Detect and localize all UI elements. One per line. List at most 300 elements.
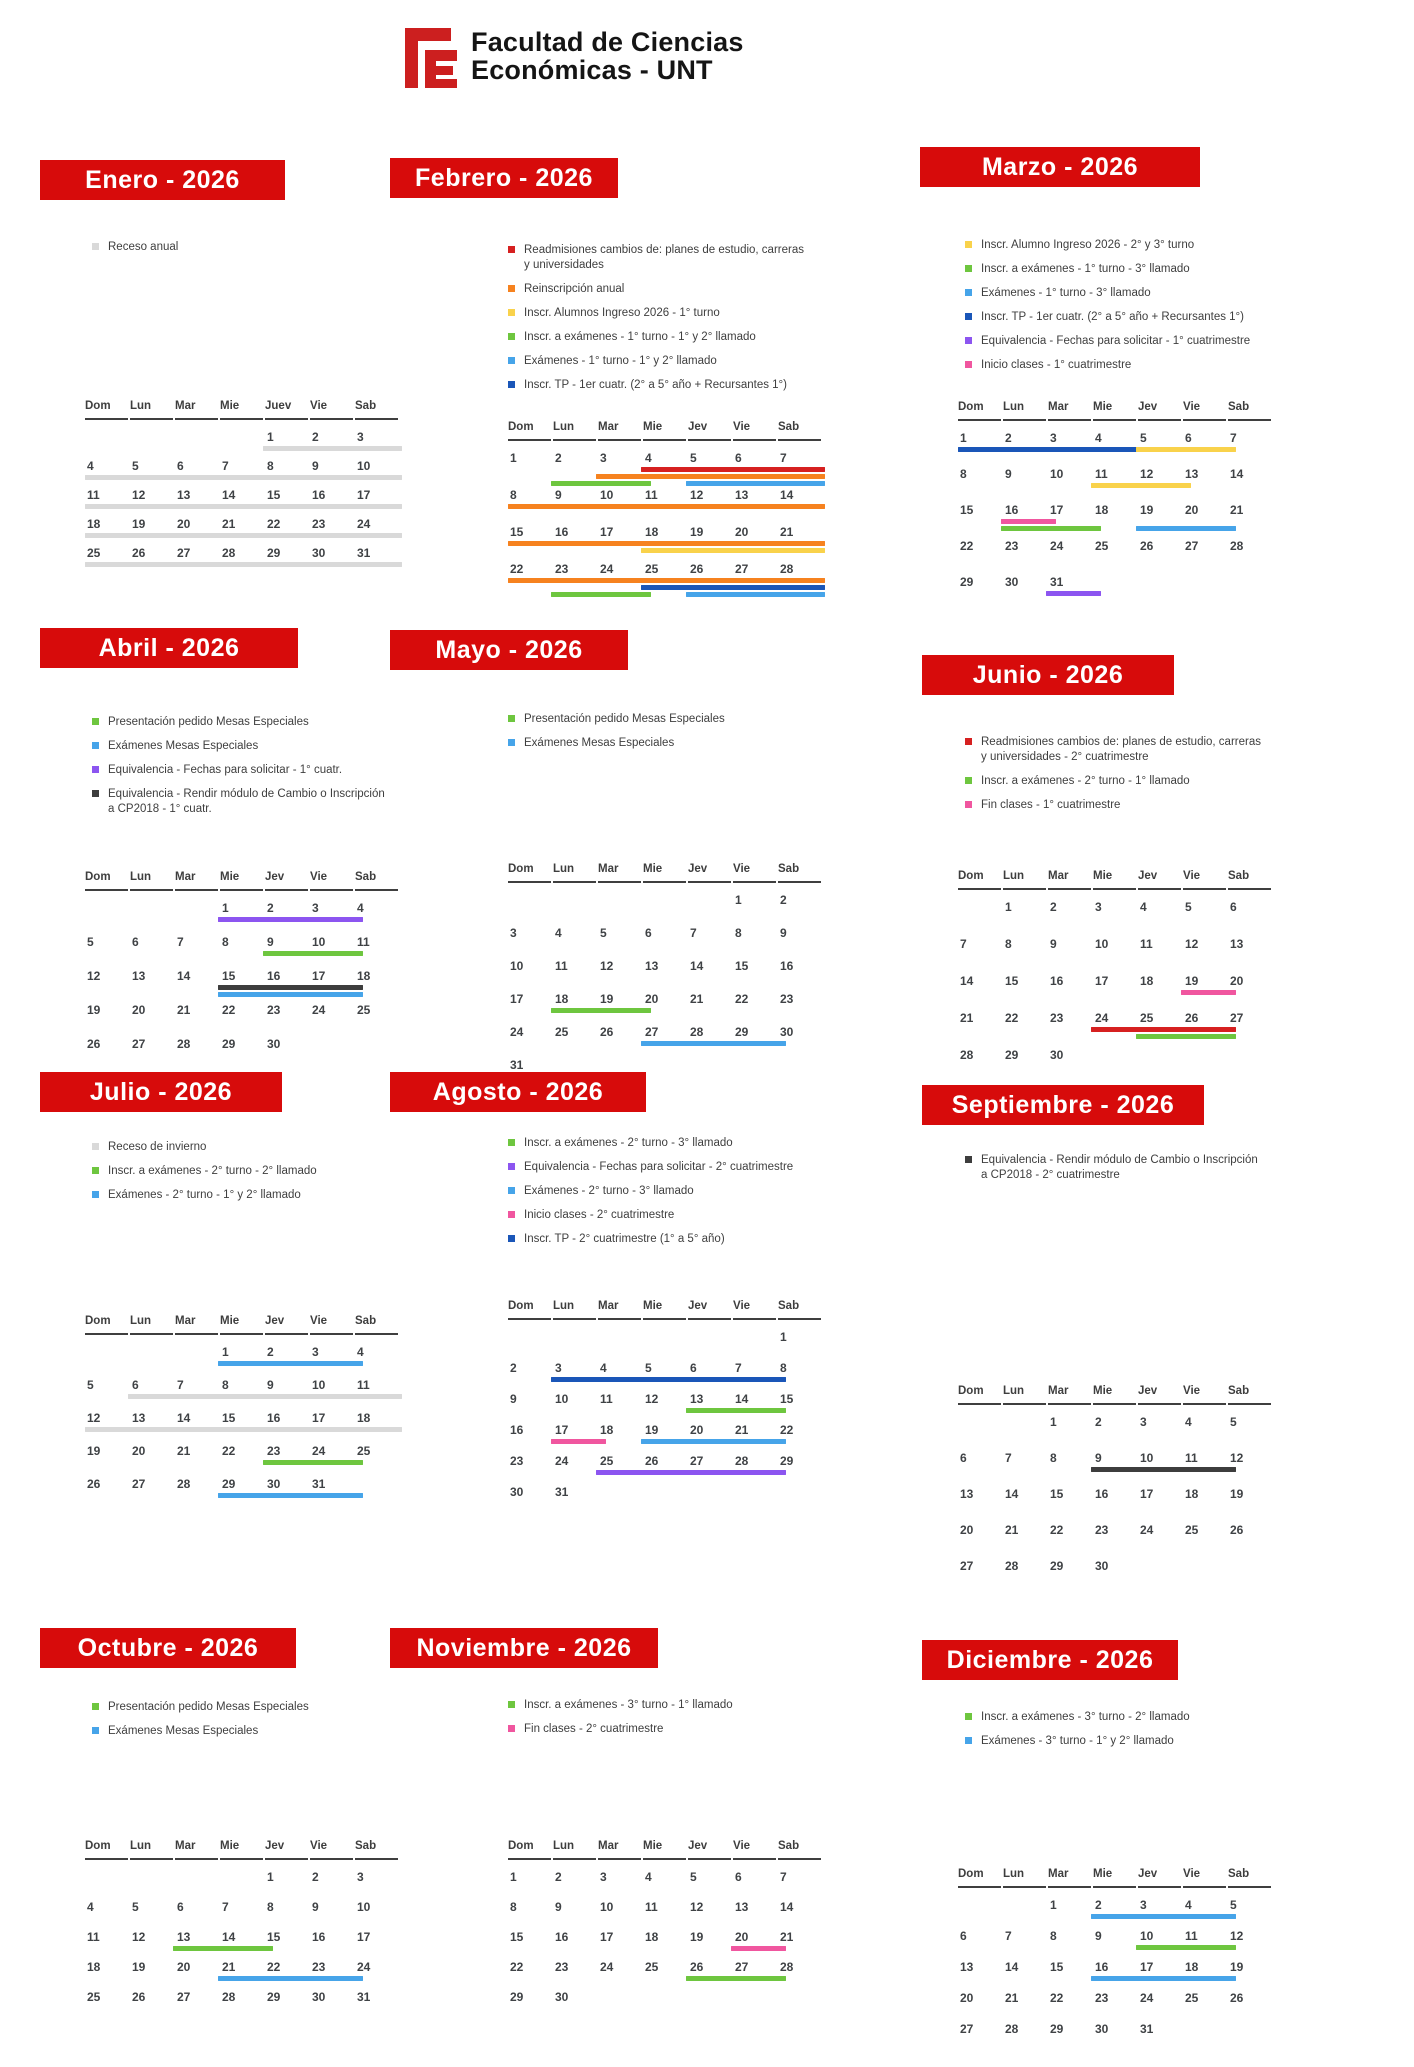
- day-cell: 19: [87, 1003, 101, 1017]
- day-cell: 6: [735, 1870, 742, 1884]
- day-cell: 4: [1095, 431, 1102, 445]
- event-bar-gray: [263, 446, 402, 451]
- legend-label: Inscr. a exámenes - 3° turno - 2° llamado: [981, 1711, 1190, 1723]
- legend-item: [965, 358, 1267, 373]
- month-title-octubre-2026: Octubre - 2026: [40, 1628, 296, 1668]
- day-cell: 27: [1185, 539, 1199, 553]
- day-cell: 15: [222, 969, 236, 983]
- day-cell: 26: [1185, 1011, 1199, 1025]
- day-cell: 15: [1005, 974, 1019, 988]
- day-cell: 8: [222, 1378, 229, 1392]
- day-cell: 10: [510, 959, 524, 973]
- day-cell: 11: [87, 488, 100, 502]
- calendar-marzo-2026: [958, 401, 1280, 625]
- event-bar-purple: [596, 1470, 786, 1475]
- event-bar-pink: [731, 1946, 786, 1951]
- day-cell: 30: [1050, 1048, 1064, 1062]
- legend-item: [92, 715, 394, 730]
- weekday-label: Lun: [130, 1315, 173, 1335]
- event-bar-blue: [641, 585, 825, 590]
- day-cell: 3: [357, 1870, 364, 1884]
- day-cell: 8: [267, 459, 274, 473]
- day-cell: 28: [735, 1454, 749, 1468]
- day-cell: 29: [1005, 1048, 1019, 1062]
- event-bar-green: [1136, 1034, 1236, 1039]
- day-cell: 18: [1185, 1487, 1199, 1501]
- legend-label: Readmisiones cambios de: planes de estudio, carreras y universidades - 2° cuatrimestre: [981, 736, 1261, 763]
- day-cell: 17: [357, 488, 371, 502]
- legend-swatch-green: [965, 1713, 972, 1720]
- day-cell: 23: [510, 1454, 524, 1468]
- legend-item: [965, 334, 1267, 349]
- day-cell: 22: [960, 539, 974, 553]
- weekday-label: Dom: [85, 871, 128, 891]
- day-cell: 28: [780, 1960, 794, 1974]
- day-cell: 26: [690, 1960, 704, 1974]
- day-cell: 10: [1140, 1451, 1154, 1465]
- day-cell: 17: [1140, 1960, 1154, 1974]
- day-cell: 25: [645, 1960, 659, 1974]
- day-cell: 14: [222, 488, 236, 502]
- day-cell: 28: [690, 1025, 704, 1039]
- legend-item: [92, 787, 394, 817]
- day-cell: 15: [735, 959, 749, 973]
- day-cell: 13: [1185, 467, 1199, 481]
- day-cell: 15: [222, 1411, 236, 1425]
- legend-label: Equivalencia - Fechas para solicitar - 2° cuatrimestre: [524, 1160, 794, 1173]
- day-cell: 6: [132, 935, 139, 949]
- day-cell: 23: [780, 992, 794, 1006]
- legend-label: Reinscripción anual: [524, 282, 625, 295]
- day-cell: 14: [177, 1411, 191, 1425]
- day-cell: 30: [267, 1477, 281, 1491]
- day-cell: 21: [1005, 1991, 1019, 2005]
- weekday-label: Lun: [553, 863, 596, 883]
- weekday-label: Mar: [175, 871, 218, 891]
- legend-swatch-green: [508, 715, 515, 722]
- day-cell: 27: [735, 1960, 749, 1974]
- day-cell: 3: [1095, 900, 1102, 914]
- weekday-label: Mar: [175, 1315, 218, 1335]
- day-cell: 28: [960, 1048, 974, 1062]
- day-cell: 9: [267, 935, 274, 949]
- day-cell: 13: [960, 1960, 974, 1974]
- day-cell: 12: [600, 959, 614, 973]
- day-cell: 3: [555, 1361, 562, 1375]
- day-cell: 28: [177, 1037, 191, 1051]
- day-cell: 23: [1095, 1991, 1109, 2005]
- day-cell: 7: [222, 459, 229, 473]
- day-cell: 1: [267, 1870, 274, 1884]
- day-cell: 8: [735, 926, 742, 940]
- day-cell: 21: [222, 517, 236, 531]
- day-cell: 19: [645, 1423, 659, 1437]
- event-bar-gray: [128, 1394, 402, 1399]
- legend-swatch-cyan: [508, 357, 515, 364]
- event-bar-cyan: [218, 1976, 363, 1981]
- event-bar-cyan: [686, 592, 825, 597]
- legend-swatch-purple: [508, 1163, 515, 1170]
- day-cell: 29: [1050, 2022, 1064, 2036]
- day-cell: 2: [1050, 900, 1057, 914]
- day-cell: 13: [645, 959, 659, 973]
- legend-label: Readmisiones cambios de: planes de estudio, carreras y universidades: [524, 244, 804, 271]
- day-cell: 2: [1005, 431, 1012, 445]
- day-cell: 21: [960, 1011, 974, 1025]
- day-cell: 4: [600, 1361, 607, 1375]
- day-cell: 12: [132, 488, 146, 502]
- legend-item: [92, 1140, 394, 1155]
- day-cell: 16: [312, 488, 326, 502]
- weekday-label: Jev: [265, 1840, 308, 1860]
- weekday-label: Sab: [355, 871, 398, 891]
- weekday-label: Lun: [130, 400, 173, 420]
- legend-swatch-cyan: [92, 1191, 99, 1198]
- month-title-agosto-2026: Agosto - 2026: [390, 1072, 646, 1112]
- day-cell: 21: [1230, 503, 1244, 517]
- day-cell: 15: [1050, 1487, 1064, 1501]
- day-cell: 16: [510, 1423, 524, 1437]
- day-cell: 21: [690, 992, 704, 1006]
- legend-label: Inscr. Alumno Ingreso 2026 - 2° y 3° turno: [981, 239, 1195, 251]
- legend-noviembre-2026: [508, 1698, 810, 1746]
- event-bar-black: [218, 985, 363, 990]
- day-cell: 22: [1005, 1011, 1019, 1025]
- calendar-junio-2026: [958, 870, 1280, 1099]
- day-cell: 6: [177, 459, 184, 473]
- day-cell: 31: [1140, 2022, 1154, 2036]
- day-cell: 30: [267, 1037, 281, 1051]
- day-cell: 18: [555, 992, 569, 1006]
- legend-label: Inscr. a exámenes - 3° turno - 1° llamado: [524, 1699, 733, 1711]
- day-cell: 5: [1185, 900, 1192, 914]
- legend-swatch-purple: [92, 766, 99, 773]
- day-cell: 31: [555, 1485, 569, 1499]
- day-cell: 18: [357, 969, 371, 983]
- day-cell: 15: [960, 503, 974, 517]
- event-bar-green: [1136, 1945, 1236, 1950]
- day-cell: 27: [960, 1559, 974, 1573]
- weekday-label: Mie: [1093, 1868, 1136, 1888]
- day-cell: 1: [1050, 1898, 1057, 1912]
- weekday-label: Juev: [265, 400, 308, 420]
- legend-label: Exámenes - 2° turno - 3° llamado: [524, 1184, 694, 1197]
- legend-label: Equivalencia - Rendir módulo de Cambio o Inscripción a CP2018 - 2° cuatrimestre: [981, 1154, 1258, 1181]
- day-cell: 25: [1185, 1991, 1199, 2005]
- day-cell: 6: [960, 1929, 967, 1943]
- day-cell: 2: [267, 901, 274, 915]
- day-cell: 6: [735, 451, 742, 465]
- weekday-label: Vie: [310, 1840, 353, 1860]
- day-cell: 28: [780, 562, 794, 576]
- day-cell: 16: [555, 1930, 569, 1944]
- event-bar-blue: [958, 447, 1146, 452]
- legend-junio-2026: [965, 735, 1267, 822]
- day-cell: 31: [357, 546, 371, 560]
- day-cell: 11: [357, 935, 370, 949]
- day-cell: 4: [645, 1870, 652, 1884]
- legend-swatch-cyan: [965, 1737, 972, 1744]
- day-cell: 27: [177, 546, 191, 560]
- event-bar-green: [1001, 526, 1101, 531]
- day-cell: 28: [1005, 1559, 1019, 1573]
- day-cell: 29: [267, 1990, 281, 2004]
- day-cell: 2: [555, 1870, 562, 1884]
- day-cell: 23: [1095, 1523, 1109, 1537]
- event-bar-cyan: [686, 481, 825, 486]
- day-cell: 26: [1230, 1523, 1244, 1537]
- day-cell: 21: [780, 1930, 794, 1944]
- day-cell: 22: [1050, 1991, 1064, 2005]
- day-cell: 2: [510, 1361, 517, 1375]
- calendar-mayo-2026: [508, 863, 830, 1105]
- legend-item: [508, 282, 810, 297]
- legend-swatch-blue: [508, 1235, 515, 1242]
- legend-julio-2026: [92, 1140, 394, 1212]
- weekday-label: Mie: [643, 863, 686, 883]
- legend-item: [508, 306, 810, 321]
- legend-label: Fin clases - 2° cuatrimestre: [524, 1722, 664, 1735]
- event-bar-cyan: [218, 1493, 363, 1498]
- weekday-label: Vie: [310, 871, 353, 891]
- weekday-label: Mar: [598, 421, 641, 441]
- day-cell: 29: [267, 546, 281, 560]
- day-cell: 30: [312, 546, 326, 560]
- weekday-label: Sab: [778, 421, 821, 441]
- day-cell: 24: [600, 562, 614, 576]
- month-title-febrero-2026: Febrero - 2026: [390, 158, 618, 198]
- day-cell: 22: [780, 1423, 794, 1437]
- day-cell: 2: [312, 430, 319, 444]
- day-cell: 23: [555, 1960, 569, 1974]
- day-cell: 23: [555, 562, 569, 576]
- event-bar-green: [686, 1976, 786, 1981]
- day-cell: 1: [1050, 1415, 1057, 1429]
- event-bar-green: [263, 951, 363, 956]
- day-cell: 25: [1095, 539, 1109, 553]
- day-cell: 30: [1095, 2022, 1109, 2036]
- calendar-agosto-2026: [508, 1300, 830, 1530]
- day-cell: 5: [1140, 431, 1147, 445]
- day-cell: 14: [780, 488, 794, 502]
- calendar-septiembre-2026: [958, 1385, 1280, 1609]
- legend-label: Equivalencia - Rendir módulo de Cambio o Inscripción a CP2018 - 1° cuatr.: [108, 787, 385, 815]
- weekday-label: Mie: [220, 1315, 263, 1335]
- day-cell: 24: [1140, 1523, 1154, 1537]
- legend-item: [508, 1232, 810, 1247]
- day-cell: 19: [690, 525, 704, 539]
- day-cell: 3: [1140, 1898, 1147, 1912]
- day-cell: 17: [1050, 503, 1064, 517]
- day-cell: 26: [87, 1037, 101, 1051]
- day-cell: 9: [1005, 467, 1012, 481]
- legend-item: [965, 310, 1267, 325]
- legend-swatch-blue: [965, 313, 972, 320]
- month-title-noviembre-2026: Noviembre - 2026: [390, 1628, 658, 1668]
- weekday-label: Mar: [598, 863, 641, 883]
- legend-swatch-cyan: [508, 1187, 515, 1194]
- legend-octubre-2026: [92, 1700, 394, 1748]
- month-title-julio-2026: Julio - 2026: [40, 1072, 282, 1112]
- day-cell: 20: [735, 525, 749, 539]
- legend-mayo-2026: [508, 712, 810, 760]
- day-cell: 7: [780, 451, 787, 465]
- event-bar-green: [551, 1008, 651, 1013]
- event-bar-cyan: [1136, 526, 1236, 531]
- day-cell: 12: [1230, 1451, 1244, 1465]
- day-cell: 12: [645, 1392, 659, 1406]
- legend-swatch-yellow: [508, 309, 515, 316]
- weekday-label: Vie: [733, 863, 776, 883]
- day-cell: 7: [690, 926, 697, 940]
- weekday-label: Lun: [130, 1840, 173, 1860]
- day-cell: 24: [1050, 539, 1064, 553]
- day-cell: 9: [1050, 937, 1057, 951]
- day-cell: 6: [177, 1900, 184, 1914]
- day-cell: 9: [312, 459, 319, 473]
- day-cell: 3: [600, 1870, 607, 1884]
- day-cell: 19: [132, 517, 146, 531]
- day-cell: 25: [645, 562, 659, 576]
- event-bar-yellow: [1136, 447, 1236, 452]
- day-cell: 28: [1230, 539, 1244, 553]
- weekday-label: Sab: [355, 1840, 398, 1860]
- day-cell: 27: [645, 1025, 659, 1039]
- weekday-label: Mar: [1048, 1385, 1091, 1405]
- day-cell: 26: [690, 562, 704, 576]
- event-bar-cyan: [218, 992, 363, 997]
- legend-swatch-cyan: [965, 289, 972, 296]
- legend-item: [508, 1184, 810, 1199]
- event-bar-gray: [85, 533, 402, 538]
- day-cell: 13: [690, 1392, 704, 1406]
- day-cell: 14: [177, 969, 191, 983]
- day-cell: 25: [357, 1444, 371, 1458]
- day-cell: 27: [735, 562, 749, 576]
- month-title-enero-2026: Enero - 2026: [40, 160, 285, 200]
- day-cell: 15: [510, 525, 524, 539]
- day-cell: 7: [735, 1361, 742, 1375]
- day-cell: 30: [1005, 575, 1019, 589]
- day-cell: 10: [555, 1392, 569, 1406]
- event-bar-gray: [85, 475, 402, 480]
- day-cell: 14: [1005, 1487, 1019, 1501]
- day-cell: 3: [357, 430, 364, 444]
- event-bar-cyan: [641, 1439, 786, 1444]
- day-cell: 12: [1230, 1929, 1244, 1943]
- legend-item: [508, 736, 810, 751]
- day-cell: 12: [690, 1900, 704, 1914]
- day-cell: 23: [267, 1444, 281, 1458]
- weekday-label: Vie: [733, 1840, 776, 1860]
- day-cell: 4: [357, 1345, 364, 1359]
- day-cell: 10: [357, 459, 371, 473]
- day-cell: 11: [1185, 1451, 1198, 1465]
- weekday-label: Dom: [508, 421, 551, 441]
- day-cell: 27: [960, 2022, 974, 2036]
- day-cell: 16: [555, 525, 569, 539]
- event-bar-red: [1091, 1027, 1236, 1032]
- legend-item: [965, 1710, 1267, 1725]
- weekday-label: Dom: [958, 1385, 1001, 1405]
- day-cell: 11: [357, 1378, 370, 1392]
- day-cell: 23: [267, 1003, 281, 1017]
- day-cell: 25: [87, 546, 101, 560]
- day-cell: 7: [177, 935, 184, 949]
- legend-label: Inscr. a exámenes - 1° turno - 1° y 2° llamado: [524, 330, 756, 343]
- weekday-label: Mie: [1093, 1385, 1136, 1405]
- day-cell: 29: [960, 575, 974, 589]
- day-cell: 8: [222, 935, 229, 949]
- day-cell: 11: [645, 1900, 658, 1914]
- day-cell: 10: [1050, 467, 1064, 481]
- day-cell: 5: [690, 451, 697, 465]
- legend-label: Presentación pedido Mesas Especiales: [108, 716, 309, 728]
- weekday-label: Sab: [778, 1300, 821, 1320]
- day-cell: 23: [1005, 539, 1019, 553]
- weekday-label: Mie: [643, 1840, 686, 1860]
- day-cell: 19: [690, 1930, 704, 1944]
- weekday-label: Vie: [733, 421, 776, 441]
- legend-label: Exámenes - 1° turno - 1° y 2° llamado: [524, 354, 717, 367]
- day-cell: 6: [1230, 900, 1237, 914]
- day-cell: 18: [1185, 1960, 1199, 1974]
- month-title-mayo-2026: Mayo - 2026: [390, 630, 628, 670]
- calendar-febrero-2026: [508, 421, 830, 613]
- day-cell: 1: [1005, 900, 1012, 914]
- day-cell: 17: [510, 992, 524, 1006]
- day-cell: 13: [132, 969, 146, 983]
- day-cell: 20: [735, 1930, 749, 1944]
- day-cell: 10: [600, 488, 614, 502]
- day-cell: 4: [87, 459, 94, 473]
- day-cell: 7: [177, 1378, 184, 1392]
- event-bar-green: [263, 1460, 363, 1465]
- day-cell: 4: [555, 926, 562, 940]
- day-cell: 1: [780, 1330, 787, 1344]
- day-cell: 31: [312, 1477, 326, 1491]
- day-cell: 28: [222, 1990, 236, 2004]
- day-cell: 26: [132, 546, 146, 560]
- calendar-noviembre-2026: [508, 1840, 830, 2034]
- weekday-label: Lun: [1003, 401, 1046, 421]
- legend-label: Inscr. a exámenes - 2° turno - 3° llamado: [524, 1137, 733, 1149]
- day-cell: 14: [960, 974, 974, 988]
- day-cell: 10: [600, 1900, 614, 1914]
- day-cell: 15: [780, 1392, 794, 1406]
- day-cell: 17: [1095, 974, 1109, 988]
- legend-swatch-gray: [92, 243, 99, 250]
- day-cell: 21: [1005, 1523, 1019, 1537]
- weekday-label: Jev: [688, 1300, 731, 1320]
- legend-swatch-yellow: [965, 241, 972, 248]
- weekday-label: Mie: [220, 1840, 263, 1860]
- legend-item: [508, 1160, 810, 1175]
- day-cell: 28: [177, 1477, 191, 1491]
- legend-item: [508, 1722, 810, 1737]
- legend-swatch-green: [965, 777, 972, 784]
- day-cell: 22: [267, 517, 281, 531]
- legend-item: [508, 712, 810, 727]
- weekday-label: Vie: [733, 1300, 776, 1320]
- day-cell: 17: [312, 969, 326, 983]
- legend-label: Exámenes - 3° turno - 1° y 2° llamado: [981, 1734, 1174, 1747]
- day-cell: 12: [132, 1930, 146, 1944]
- legend-label: Inscr. TP - 1er cuatr. (2° a 5° año + Recursantes 1°): [524, 378, 787, 391]
- day-cell: 30: [555, 1990, 569, 2004]
- day-cell: 13: [177, 488, 191, 502]
- day-cell: 3: [312, 901, 319, 915]
